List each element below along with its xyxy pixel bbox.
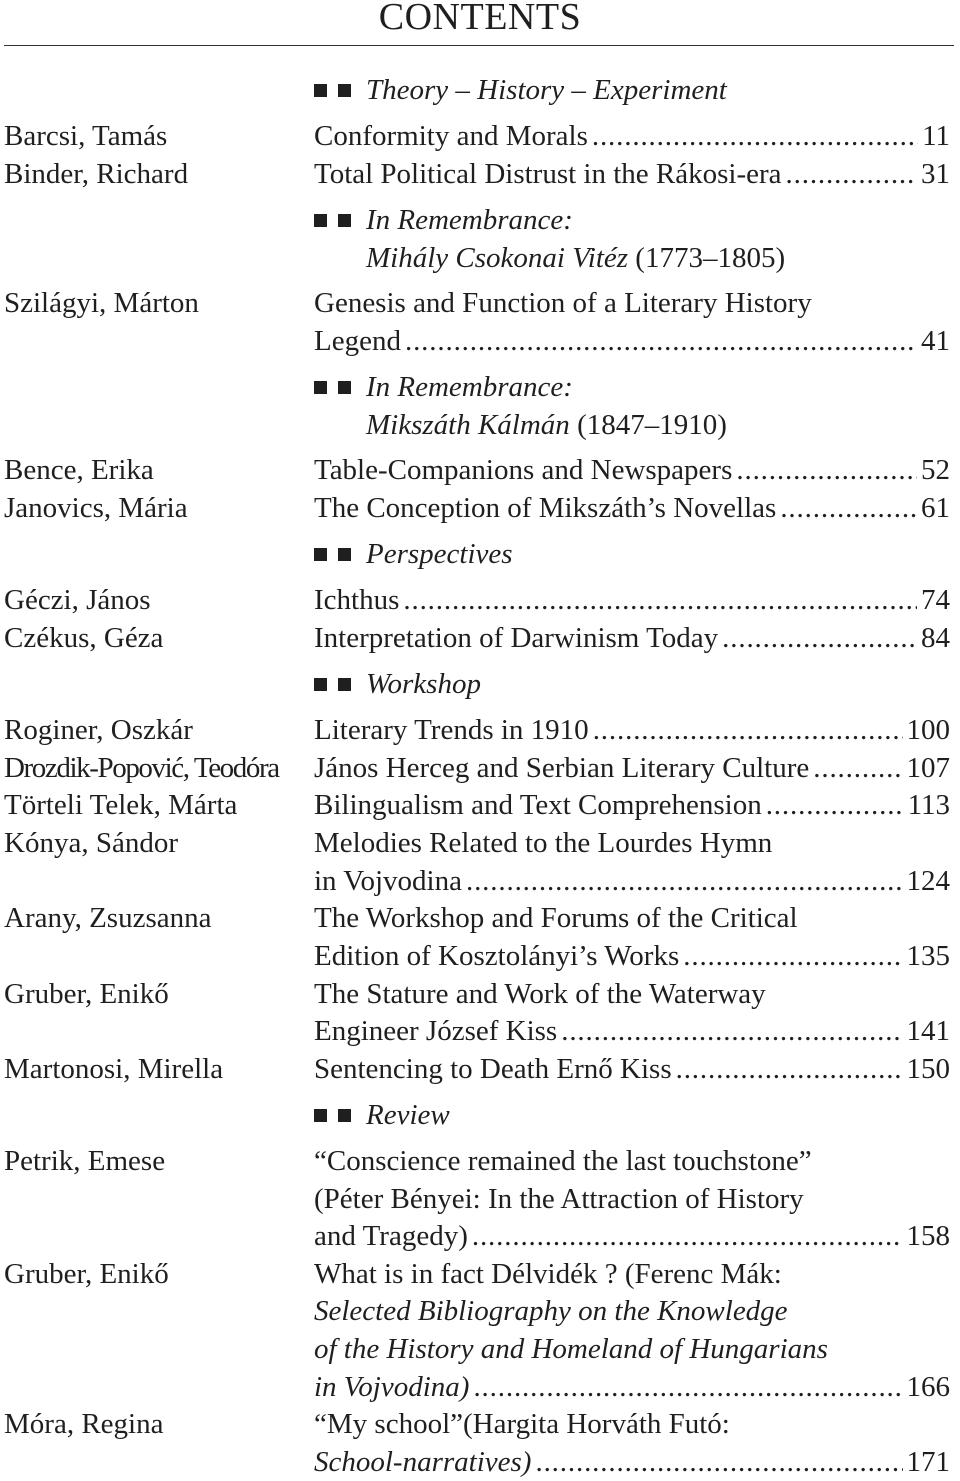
entry-title: Ichthus [314,584,400,616]
section-subheading [366,239,785,277]
author-name: Törteli Telek, Márta [4,789,238,821]
page-title: CONTENTS [378,0,582,38]
bullet-squares-icon [314,71,362,109]
author-name: Petrik, Emese [4,1145,166,1177]
bullet-squares-icon [314,535,362,573]
section-name: Mikszáth Kálmán [366,409,570,441]
entry-title: Melodies Related to the Lourdes Hymn [314,827,773,859]
toc-entry[interactable] [314,117,950,155]
page-number: 61 [921,492,950,524]
leader-dots [473,1368,902,1406]
author-name: Roginer, Oszkár [4,714,193,746]
page-number: 171 [906,1446,950,1478]
section-name: Mihály Csokonai Vitéz [366,242,629,274]
entry-title: János Herceg and Serbian Literary Culture [314,752,810,784]
leader-dots [676,1050,903,1088]
page-number: 31 [921,158,950,190]
page-number: 135 [906,940,950,972]
author-name: Gruber, Enikő [4,978,169,1010]
section-heading [314,368,573,406]
toc-entry[interactable] [314,451,950,489]
page-number: 124 [906,865,950,897]
leader-dots [780,489,917,527]
entry-title: Engineer József Kiss [314,1015,558,1047]
toc-entry[interactable] [314,1050,950,1088]
toc-entry[interactable] [314,711,950,749]
toc-entry[interactable] [314,1012,950,1050]
author-name: Janovics, Mária [4,492,188,524]
section-years: (1773–1805) [628,242,786,274]
toc-entry[interactable] [314,619,950,657]
leader-dots [683,937,902,975]
toc-entry-line[interactable] [314,1142,950,1180]
toc-entry[interactable] [314,937,950,975]
toc-entry[interactable] [314,1217,950,1255]
entry-title: What is in fact Délvidék ? (Ferenc Mák: [314,1258,782,1290]
author-name: Barcsi, Tamás [4,120,168,152]
page-number: 141 [906,1015,950,1047]
toc-entry[interactable] [314,489,950,527]
toc-entry[interactable] [314,749,950,787]
author-name: Géczi, János [4,584,151,616]
toc-entry-line[interactable] [314,1292,950,1330]
bullet-squares-icon [314,1096,362,1134]
leader-dots [736,451,917,489]
toc-entry[interactable] [314,1368,950,1406]
leader-dots [561,1012,902,1050]
entry-title: Legend [314,325,401,357]
title-rule [4,45,954,46]
entry-title: Table-Companions and Newspapers [314,454,733,486]
entry-title: Conformity and Morals [314,120,588,152]
leader-dots [592,117,918,155]
leader-dots [405,322,917,360]
toc-entry-line[interactable] [314,975,950,1013]
toc-entry[interactable] [314,1443,950,1481]
section-subheading [366,406,727,444]
section-label: Review [366,1099,450,1131]
section-label: In Remembrance: [366,371,573,403]
entry-title: in Vojvodina [314,865,462,897]
leader-dots [593,711,903,749]
bullet-squares-icon [314,368,362,406]
entry-title: Interpretation of Darwinism Today [314,622,719,654]
toc-entry-line[interactable] [314,284,950,322]
toc-entry-line[interactable] [314,1405,950,1443]
entry-title: of the History and Homeland of Hungarians [314,1333,828,1365]
page-number: 158 [906,1220,950,1252]
section-heading [314,1096,450,1134]
author-name: Drozdik-Popović, Teodóra [4,752,279,784]
section-label: In Remembrance: [366,204,573,236]
toc-entry-line[interactable] [314,824,950,862]
entry-title: and Tragedy) [314,1220,468,1252]
toc-entry[interactable] [314,322,950,360]
leader-dots [786,155,917,193]
page-number: 41 [921,325,950,357]
author-name: Czékus, Géza [4,622,164,654]
section-heading [314,201,573,239]
page-number: 166 [906,1371,950,1403]
entry-title: Bilingualism and Text Comprehension [314,789,762,821]
entry-title: (Péter Bényei: In the Attraction of History [314,1183,804,1215]
entry-title: The Conception of Mikszáth’s Novellas [314,492,777,524]
toc-entry-line[interactable] [314,1255,950,1293]
page-number: 150 [906,1053,950,1085]
leader-dots [472,1217,903,1255]
leader-dots [766,786,904,824]
entry-title: The Stature and Work of the Waterway [314,978,766,1010]
entry-title: “Conscience remained the last touchstone” [314,1145,812,1177]
bullet-squares-icon [314,665,362,703]
toc-entry-line[interactable] [314,1180,950,1218]
page-number: 52 [921,454,950,486]
entry-title: in Vojvodina) [314,1371,470,1403]
entry-title: Selected Bibliography on the Knowledge [314,1295,788,1327]
section-heading [314,535,513,573]
leader-dots [535,1443,902,1481]
entry-title: The Workshop and Forums of the Critical [314,902,798,934]
leader-dots [466,862,903,900]
toc-entry[interactable] [314,581,950,619]
section-heading [314,665,481,703]
section-label: Theory – History – Experiment [366,74,727,106]
entry-title: Total Political Distrust in the Rákosi-era [314,158,782,190]
page-number: 107 [906,752,950,784]
toc-entry-line[interactable] [314,1330,950,1368]
author-name: Binder, Richard [4,158,189,190]
author-name: Szilágyi, Márton [4,287,199,319]
section-years: (1847–1910) [569,409,727,441]
leader-dots [813,749,902,787]
page-number: 11 [922,120,950,152]
entry-title-note: (Hargita Horváth Futó: [463,1408,730,1440]
toc-entry[interactable] [314,786,950,824]
bullet-squares-icon [314,201,362,239]
toc-entry-line[interactable] [314,899,950,937]
entry-title: Edition of Kosztolányi’s Works [314,940,680,972]
entry-title: School-narratives) [314,1446,532,1478]
entry-title: Sentencing to Death Ernő Kiss [314,1053,672,1085]
author-name: Gruber, Enikő [4,1258,169,1290]
leader-dots [403,581,917,619]
author-name: Móra, Regina [4,1408,164,1440]
entry-title: “My school” [314,1408,463,1440]
section-heading [314,71,727,109]
author-name: Martonosi, Mirella [4,1053,224,1085]
page-number: 113 [907,789,950,821]
section-label: Workshop [366,668,481,700]
author-name: Kónya, Sándor [4,827,178,859]
page-number: 84 [921,622,950,654]
entry-title: Literary Trends in 1910 [314,714,589,746]
section-label: Perspectives [366,538,513,570]
page-number: 100 [906,714,950,746]
page-number: 74 [921,584,950,616]
toc-entry[interactable] [314,155,950,193]
entry-title: Genesis and Function of a Literary History [314,287,812,319]
author-name: Bence, Erika [4,454,154,486]
leader-dots [722,619,917,657]
author-name: Arany, Zsuzsanna [4,902,212,934]
toc-entry[interactable] [314,862,950,900]
